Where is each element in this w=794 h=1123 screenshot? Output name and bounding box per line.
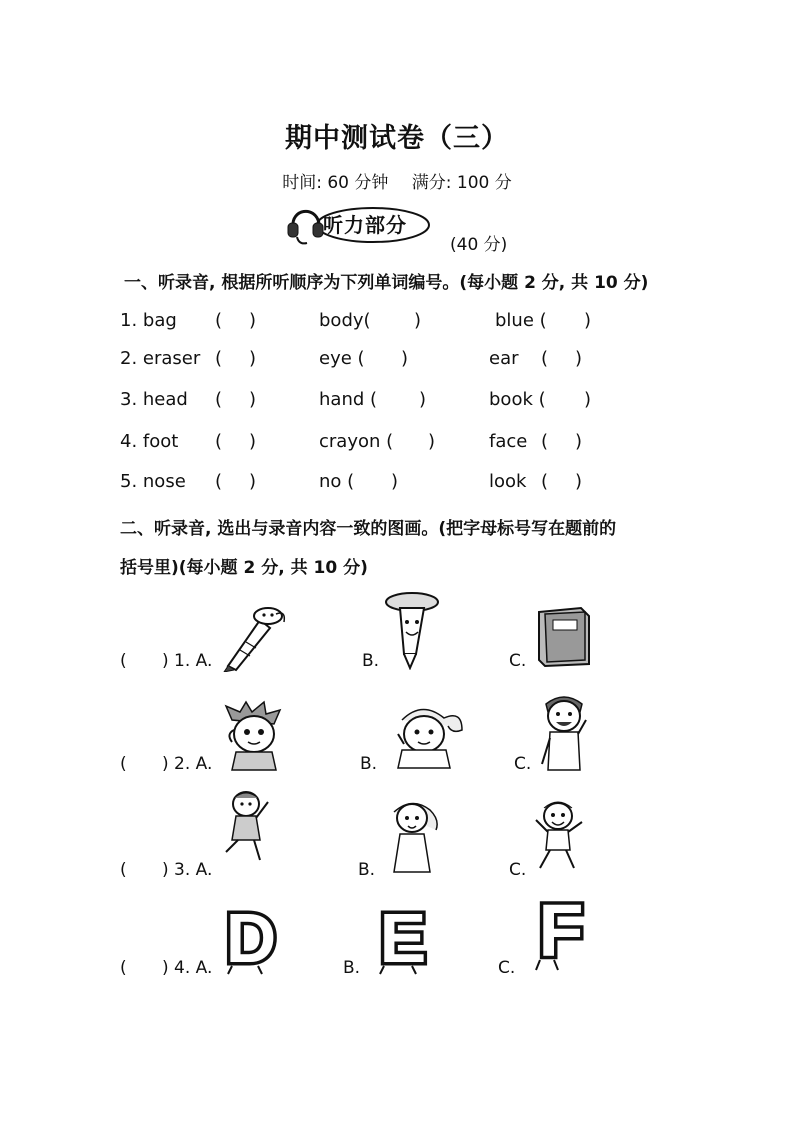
option-c-label: C.: [514, 754, 532, 774]
word: look: [489, 471, 527, 492]
time-limit: 时间: 60 分钟: [282, 173, 389, 193]
word: eye (: [319, 348, 365, 369]
option-c-label: C.: [498, 958, 516, 978]
letter-D-character-icon: [218, 900, 284, 976]
word: crayon (: [319, 431, 394, 452]
word: body(: [319, 310, 371, 331]
question-number: ) 3. A.: [162, 860, 213, 880]
close-paren[interactable]: ): [401, 348, 409, 369]
listening-score: (40 分): [450, 235, 508, 255]
answer-open-paren[interactable]: (: [120, 651, 127, 671]
pencil-character-icon: [382, 590, 440, 670]
close-paren[interactable]: ): [584, 310, 592, 331]
listening-badge-label: 听力部分: [323, 213, 407, 237]
question-number: ) 4. A.: [162, 958, 213, 978]
letter-d: D: [225, 900, 277, 976]
word: hand (: [319, 389, 378, 410]
answer-open-paren[interactable]: (: [120, 860, 127, 880]
option-b-label: B.: [343, 958, 361, 978]
answer-paren[interactable]: ( ): [215, 348, 257, 369]
option-c-label: C.: [509, 860, 527, 880]
boy-waving-icon: [536, 690, 594, 772]
answer-paren[interactable]: ( ): [541, 348, 583, 369]
listening-badge: [285, 203, 431, 245]
boy-jumping-icon: [530, 796, 588, 874]
crayon-character-icon: [220, 602, 290, 672]
close-paren[interactable]: ): [584, 389, 592, 410]
word: 1. bag: [120, 310, 177, 331]
word: 5. nose: [120, 471, 186, 492]
boy-touching-ear-icon: [222, 700, 286, 772]
close-paren[interactable]: ): [419, 389, 427, 410]
close-paren[interactable]: ): [414, 310, 422, 331]
option-b-label: B.: [358, 860, 376, 880]
word: 2. eraser: [120, 348, 201, 369]
girl-standing-icon: [386, 796, 442, 876]
answer-open-paren[interactable]: (: [120, 958, 127, 978]
answer-paren[interactable]: ( ): [215, 310, 257, 331]
close-paren[interactable]: ): [428, 431, 436, 452]
book-icon: [535, 606, 593, 668]
girl-dancing-icon: [220, 788, 276, 868]
letter-F-character-icon: [524, 892, 598, 972]
list-item: [0, 431, 794, 457]
word: face: [489, 431, 528, 452]
option-b-label: B.: [360, 754, 378, 774]
question-number: ) 1. A.: [162, 651, 213, 671]
list-item: [0, 389, 794, 415]
answer-paren[interactable]: ( ): [215, 471, 257, 492]
list-item: [0, 310, 794, 336]
word: 3. head: [120, 389, 188, 410]
close-paren[interactable]: ): [391, 471, 399, 492]
section2-heading-line1: 二、听录音, 选出与录音内容一致的图画。(把字母标号写在题前的: [120, 519, 617, 539]
word: blue (: [495, 310, 547, 331]
letter-E-character-icon: [370, 900, 436, 976]
answer-paren[interactable]: ( ): [215, 431, 257, 452]
answer-paren[interactable]: ( ): [541, 471, 583, 492]
answer-paren[interactable]: ( ): [215, 389, 257, 410]
exam-meta: [0, 168, 794, 193]
page-title: 期中测试卷（三）: [285, 123, 509, 154]
list-item: [0, 348, 794, 374]
section1-heading: 一、听录音, 根据所听顺序为下列单词编号。(每小题 2 分, 共 10 分): [124, 273, 649, 293]
letter-f: F: [538, 892, 584, 972]
option-c-label: C.: [509, 651, 527, 671]
girl-touching-face-icon: [382, 700, 468, 770]
question-number: ) 2. A.: [162, 754, 213, 774]
letter-e: E: [379, 900, 427, 976]
section2-heading-line2: 括号里)(每小题 2 分, 共 10 分): [120, 558, 368, 578]
word: no (: [319, 471, 355, 492]
word: book (: [489, 389, 546, 410]
word: 4. foot: [120, 431, 179, 452]
full-score: 满分: 100 分: [411, 173, 512, 193]
option-b-label: B.: [362, 651, 380, 671]
answer-paren[interactable]: ( ): [541, 431, 583, 452]
answer-open-paren[interactable]: (: [120, 754, 127, 774]
word: ear: [489, 348, 519, 369]
list-item: [0, 471, 794, 497]
